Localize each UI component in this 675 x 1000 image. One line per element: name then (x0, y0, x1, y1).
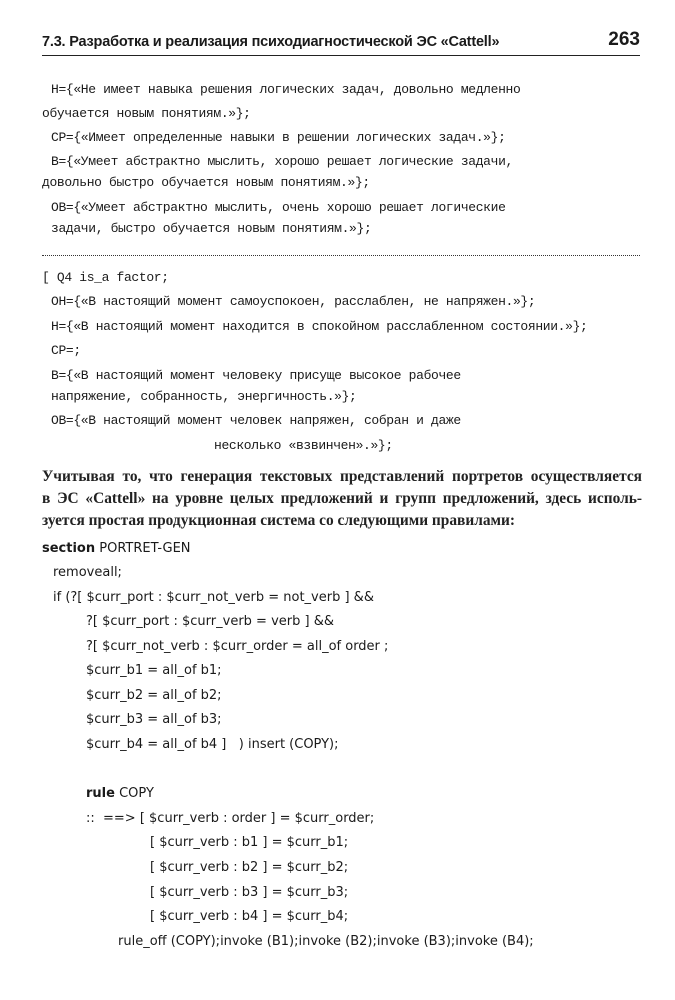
dotted-divider (42, 255, 640, 256)
keyword: rule (86, 786, 115, 801)
chapter-title: 7.3. Разработка и реализация психодиагностической ЭС «Cattell» (42, 34, 500, 50)
code-line: :: ==> [ $curr_verb : order ] = $curr_order; (86, 811, 375, 826)
page-number: 263 (608, 29, 640, 50)
code-line: if (?[ $curr_port : $curr_not_verb = not_verb ] && (53, 590, 374, 605)
code-line: section PORTRET-GEN (42, 541, 191, 556)
text-line: [ Q4 is_a factor; (42, 270, 169, 285)
text-line: OB={«Умеет абстрактно мыслить, очень хорошо решает логические (51, 200, 506, 215)
paragraph-line: зуется простая продукционная система со следующими правилами: (42, 512, 516, 529)
code-line: rule_off (COPY);invoke (B1);invoke (B2);invoke (B3);invoke (B4); (118, 934, 534, 949)
code-line: removeall; (53, 565, 122, 580)
text-line: H={«Не имеет навыка решения логических задач, довольно медленно (51, 82, 521, 97)
keyword: section (42, 541, 96, 556)
body-paragraph (42, 466, 642, 532)
text-line: H={«В настоящий момент находится в спокойном расслабленном состоянии.»}; (51, 319, 588, 334)
running-header (42, 29, 640, 56)
code-line: ?[ $curr_not_verb : $curr_order = all_of order ; (86, 639, 389, 654)
code-line: rule COPY (86, 786, 154, 801)
text-line: CP=; (51, 343, 81, 358)
code-line: [ $curr_verb : b3 ] = $curr_b3; (150, 885, 349, 900)
paragraph-line: в ЭС «Cattell» на уровне целых предложений и групп предложений, здесь исполь- (42, 490, 642, 507)
text-line: напряжение, собранность, энергичность.»}; (51, 389, 357, 404)
code-line: [ $curr_verb : b2 ] = $curr_b2; (150, 860, 349, 875)
text-line: CP={«Имеет определенные навыки в решении логических задач.»}; (51, 130, 506, 145)
code-line: [ $curr_verb : b1 ] = $curr_b1; (150, 835, 349, 850)
text-line: несколько «взвинчен».»}; (214, 438, 393, 453)
code-line: ?[ $curr_port : $curr_verb = verb ] && (86, 614, 334, 629)
text-line: задачи, быстро обучается новым понятиям.»}; (51, 221, 372, 236)
code-line: $curr_b4 = all_of b4 ] ) insert (COPY); (86, 737, 339, 752)
paragraph-line: Учитывая то, что генерация текстовых представлений портретов осуществляется (42, 468, 642, 485)
text-line: обучается новым понятиям.»}; (42, 106, 251, 121)
code-line: $curr_b1 = all_of b1; (86, 663, 222, 678)
code-line: [ $curr_verb : b4 ] = $curr_b4; (150, 909, 349, 924)
text-line: довольно быстро обучается новым понятиям.»}; (42, 175, 370, 190)
text-line: OH={«В настоящий момент самоуспокоен, расслаблен, не напряжен.»}; (51, 294, 536, 309)
code-line: $curr_b3 = all_of b3; (86, 712, 222, 727)
text-line: B={«В настоящий момент человеку присуще высокое рабочее (51, 368, 461, 383)
code-line: $curr_b2 = all_of b2; (86, 688, 222, 703)
text-line: OB={«В настоящий момент человек напряжен, собран и даже (51, 413, 461, 428)
text-line: B={«Умеет абстрактно мыслить, хорошо решает логические задачи, (51, 154, 513, 169)
